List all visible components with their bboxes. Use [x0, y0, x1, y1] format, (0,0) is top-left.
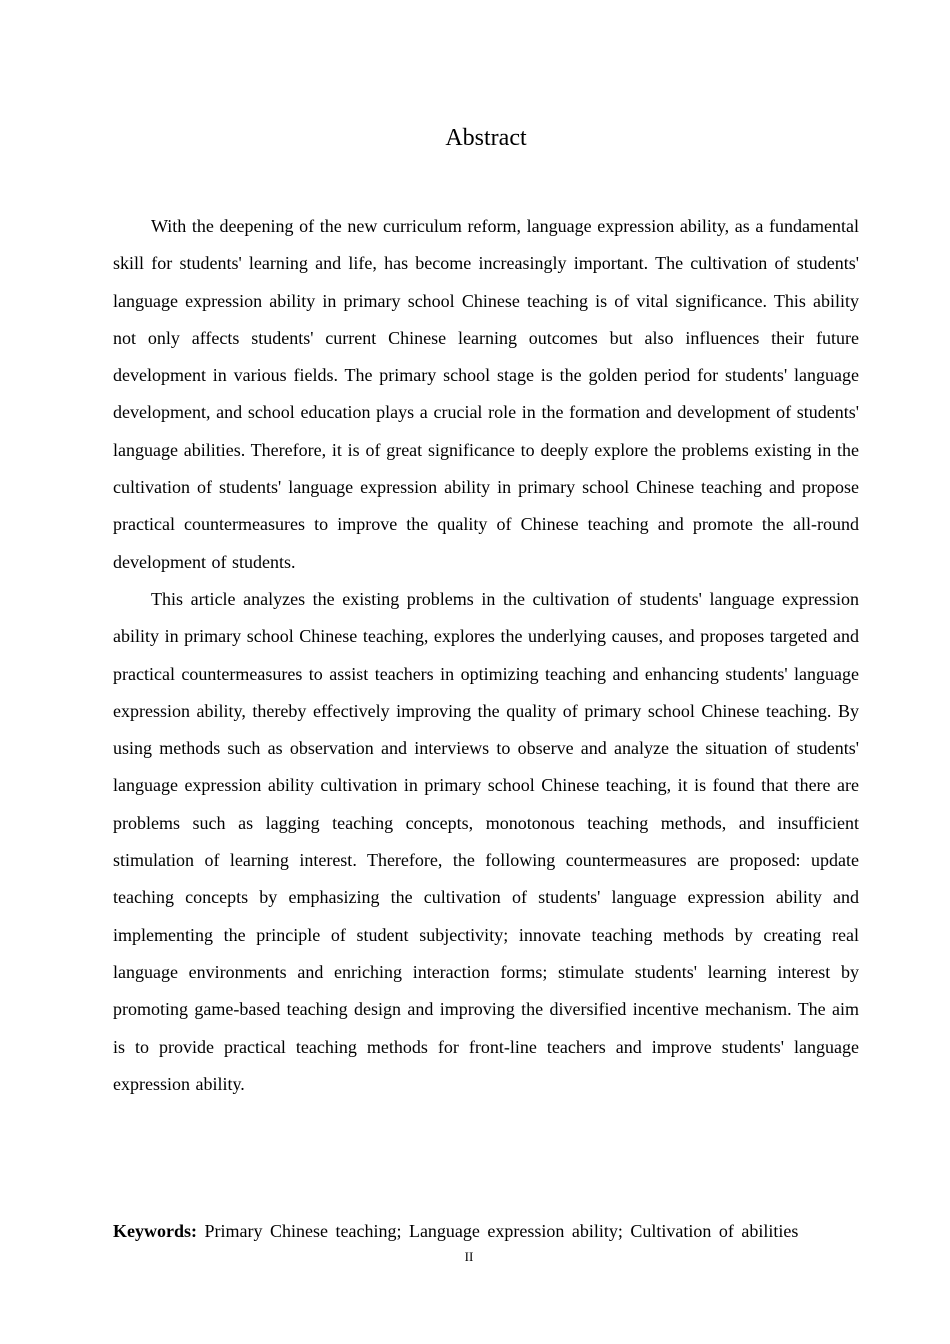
abstract-body: [113, 208, 859, 1103]
abstract-title: Abstract: [445, 125, 527, 151]
keywords-value: Primary Chinese teaching; Language expression ability; Cultivation of abilities: [204, 1221, 799, 1241]
page-number: II: [464, 1249, 474, 1264]
keywords-line: [113, 1216, 873, 1246]
abstract-paragraph-1: With the deepening of the new curriculum reform, language expression ability, as a fundamental skill for students' learning and life, has become increasingly important. The cultivation of students' language expression ability in primary school Chinese teaching is of vital significance. This ability not only affects students' current Chinese learning outcomes but also influences their future development in various fields. The primary school stage is the golden period for students' language development, and school education plays a crucial role in the formation and development of students' language abilities. Therefore, it is of great significance to deeply explore the problems existing in the cultivation of students' language expression ability in primary school Chinese teaching and propose practical countermeasures to improve the quality of Chinese teaching and promote the all-round development of students.: [113, 216, 859, 572]
abstract-paragraph-2: This article analyzes the existing problems in the cultivation of students' language expression ability in primary school Chinese teaching, explores the underlying causes, and proposes targeted and practical countermeasures to assist teachers in optimizing teaching and enhancing students' language expression ability, thereby effectively improving the quality of primary school Chinese teaching. By using methods such as observation and interviews to observe and analyze the situation of students' language expression ability cultivation in primary school Chinese teaching, it is found that there are problems such as lagging teaching concepts, monotonous teaching methods, and insufficient stimulation of learning interest. Therefore, the following countermeasures are proposed: update teaching concepts by emphasizing the cultivation of students' language expression ability and implementing the principle of student subjectivity; innovate teaching methods by creating real language environments and enriching interaction forms; stimulate students' learning interest by promoting game-based teaching design and improving the diversified incentive mechanism. The aim is to provide practical teaching methods for front-line teachers and improve students' language expression ability.: [113, 588, 859, 1094]
keywords-label: Keywords:: [113, 1221, 197, 1241]
